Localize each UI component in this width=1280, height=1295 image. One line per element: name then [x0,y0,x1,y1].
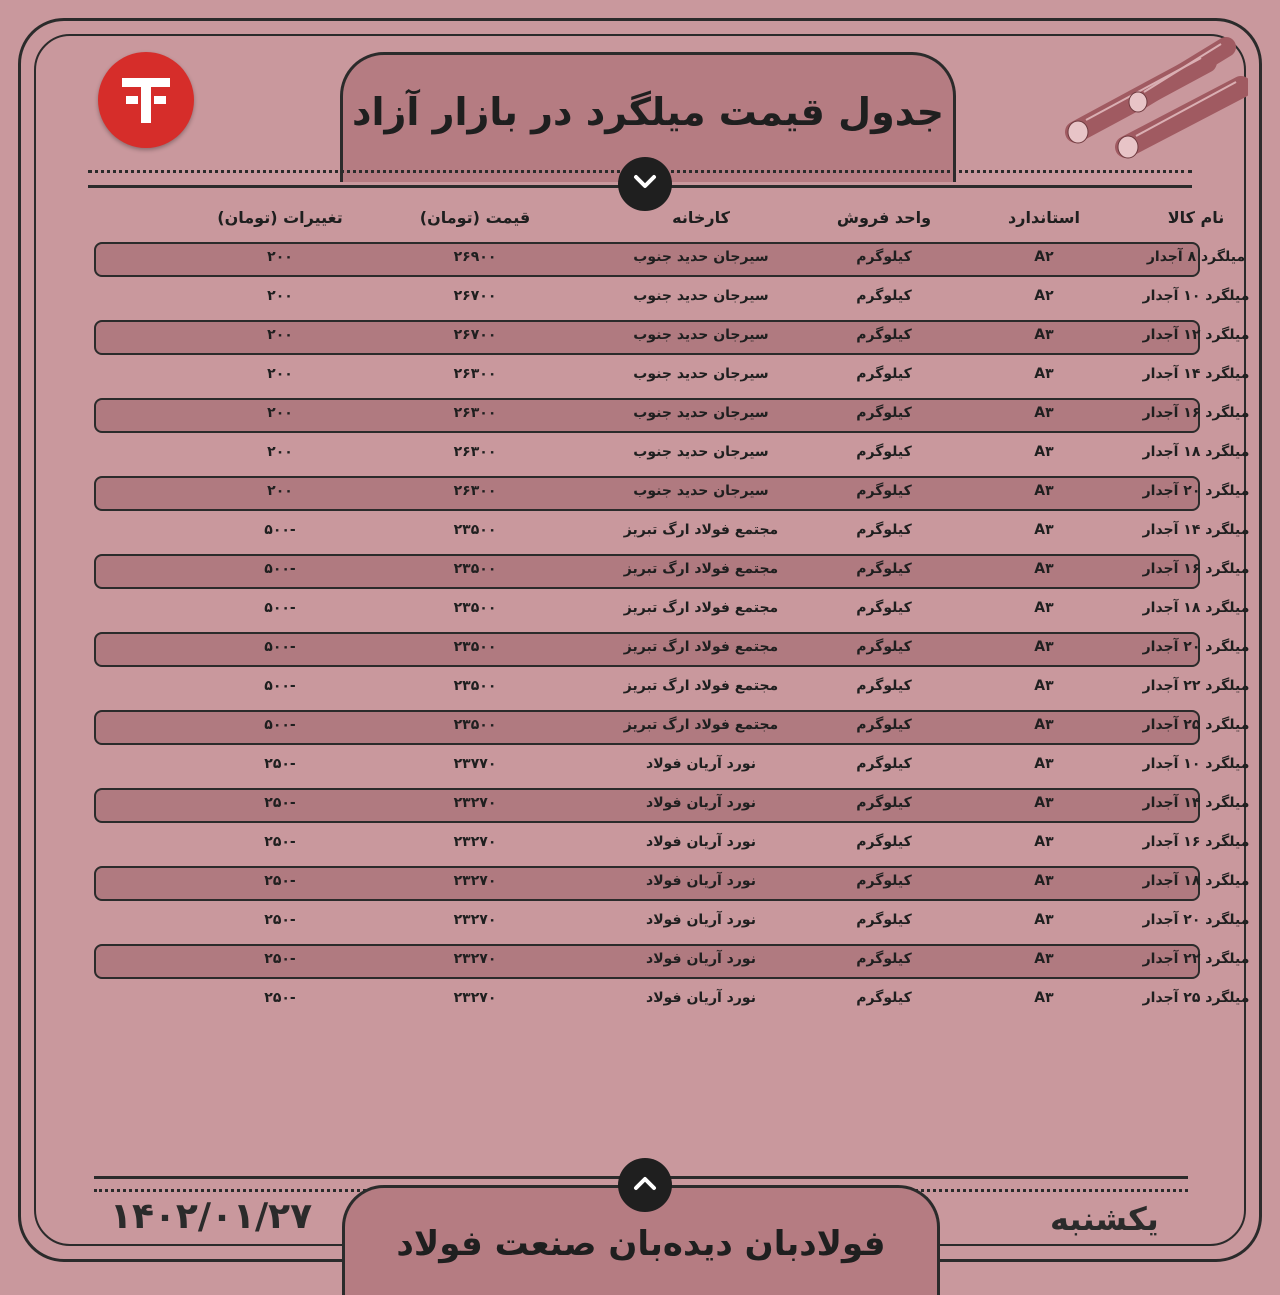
cell-price: ۲۳۵۰۰ [453,561,497,577]
cell-price: ۲۳۲۷۰ [453,873,497,889]
cell-price: ۲۶۷۰۰ [453,288,497,304]
cell-standard: A۳ [1034,522,1054,538]
cell-unit: کیلوگرم [856,444,912,460]
table-row [94,981,1250,1020]
cell-factory: نورد آریان فولاد [646,912,756,928]
cell-change: -۵۰۰ [264,717,296,733]
column-header-name: نام کالا [1167,208,1225,227]
cell-standard: A۳ [1034,561,1054,577]
cell-change: ۲۰۰ [267,327,293,343]
cell-standard: A۳ [1034,756,1054,772]
table-row [94,396,1250,435]
cell-unit: کیلوگرم [856,756,912,772]
cell-factory: نورد آریان فولاد [646,795,756,811]
price-table [94,200,1250,1020]
cell-price: ۲۳۲۷۰ [453,990,497,1006]
cell-factory: نورد آریان فولاد [646,756,756,772]
table-header [94,200,1225,240]
table-body [94,240,1250,1020]
cell-unit: کیلوگرم [856,288,912,304]
cell-unit: کیلوگرم [856,834,912,850]
table-row [94,942,1250,981]
steel-rebar-icon [1056,32,1248,162]
table-row [94,318,1250,357]
cell-change: -۵۰۰ [264,600,296,616]
cell-factory: سیرجان حدید جنوب [633,405,769,421]
cell-change: -۲۵۰ [264,834,296,850]
cell-standard: A۳ [1034,639,1054,655]
column-header-standard: استاندارد [1008,208,1080,227]
cell-factory: سیرجان حدید جنوب [633,444,769,460]
cell-name: میلگرد ۱۸ آجدار [1142,873,1250,889]
cell-standard: A۳ [1034,951,1054,967]
cell-factory: سیرجان حدید جنوب [633,483,769,499]
cell-name: میلگرد ۲۰ آجدار [1142,483,1250,499]
cell-standard: A۳ [1034,327,1054,343]
cell-name: میلگرد ۲۲ آجدار [1142,678,1250,694]
cell-unit: کیلوگرم [856,678,912,694]
table-row [94,825,1250,864]
cell-price: ۲۳۵۰۰ [453,678,497,694]
column-header-unit: واحد فروش [836,208,932,227]
cell-unit: کیلوگرم [856,561,912,577]
cell-change: ۲۰۰ [267,288,293,304]
brand-logo-icon [98,52,194,148]
cell-name: میلگرد ۱۸ آجدار [1142,600,1250,616]
cell-unit: کیلوگرم [856,366,912,382]
table-row [94,786,1250,825]
table-row [94,591,1250,630]
cell-factory: مجتمع فولاد ارگ تبریز [623,639,779,655]
table-row [94,630,1250,669]
cell-factory: نورد آریان فولاد [646,990,756,1006]
cell-price: ۲۳۲۷۰ [453,912,497,928]
footer-brand-text: فولادبان دیده‌بان صنعت فولاد [396,1224,886,1264]
cell-unit: کیلوگرم [856,249,912,265]
cell-name: میلگرد ۲۲ آجدار [1142,951,1250,967]
cell-factory: مجتمع فولاد ارگ تبریز [623,600,779,616]
cell-name: میلگرد ۱۴ آجدار [1142,366,1250,382]
cell-factory: سیرجان حدید جنوب [633,249,769,265]
cell-price: ۲۳۲۷۰ [453,834,497,850]
cell-factory: مجتمع فولاد ارگ تبریز [623,717,779,733]
cell-price: ۲۶۹۰۰ [453,249,497,265]
cell-name: میلگرد ۱۸ آجدار [1142,444,1250,460]
cell-price: ۲۳۵۰۰ [453,600,497,616]
cell-unit: کیلوگرم [856,717,912,733]
weekday-label: یکشنبه [1050,1200,1159,1238]
cell-change: -۲۵۰ [264,951,296,967]
cell-name: میلگرد ۸ آجدار [1146,249,1246,265]
cell-change: -۵۰۰ [264,522,296,538]
cell-standard: A۳ [1034,600,1054,616]
cell-price: ۲۳۷۷۰ [453,756,497,772]
table-row [94,552,1250,591]
cell-change: -۲۵۰ [264,795,296,811]
cell-standard: A۳ [1034,717,1054,733]
table-row [94,357,1250,396]
cell-change: -۲۵۰ [264,990,296,1006]
cell-unit: کیلوگرم [856,912,912,928]
date-label: ۱۴۰۲/۰۱/۲۷ [110,1196,313,1237]
cell-factory: مجتمع فولاد ارگ تبریز [623,522,779,538]
cell-unit: کیلوگرم [856,405,912,421]
cell-standard: A۳ [1034,444,1054,460]
cell-price: ۲۳۲۷۰ [453,795,497,811]
cell-name: میلگرد ۲۵ آجدار [1142,990,1250,1006]
cell-unit: کیلوگرم [856,795,912,811]
cell-factory: نورد آریان فولاد [646,834,756,850]
cell-change: -۵۰۰ [264,678,296,694]
cell-name: میلگرد ۱۴ آجدار [1142,795,1250,811]
cell-price: ۲۶۳۰۰ [453,444,497,460]
cell-standard: A۲ [1034,249,1054,265]
cell-standard: A۳ [1034,483,1054,499]
cell-unit: کیلوگرم [856,990,912,1006]
cell-unit: کیلوگرم [856,600,912,616]
cell-factory: سیرجان حدید جنوب [633,327,769,343]
cell-factory: سیرجان حدید جنوب [633,288,769,304]
column-header-price: قیمت (تومان) [419,208,531,227]
cell-change: -۲۵۰ [264,912,296,928]
cell-change: ۲۰۰ [267,366,293,382]
footer-toggle-button[interactable] [618,1158,672,1212]
column-header-change: تغییرات (تومان) [217,208,343,227]
cell-standard: A۳ [1034,405,1054,421]
table-row [94,708,1250,747]
cell-unit: کیلوگرم [856,951,912,967]
table-row [94,435,1250,474]
table-row [94,240,1246,279]
cell-change: ۲۰۰ [267,405,293,421]
cell-change: -۲۵۰ [264,873,296,889]
cell-unit: کیلوگرم [856,327,912,343]
cell-standard: A۳ [1034,834,1054,850]
cell-name: میلگرد ۱۶ آجدار [1142,834,1250,850]
cell-name: میلگرد ۲۵ آجدار [1142,717,1250,733]
cell-price: ۲۳۵۰۰ [453,639,497,655]
cell-change: -۲۵۰ [264,756,296,772]
cell-change: -۵۰۰ [264,639,296,655]
table-row [94,474,1250,513]
chevron-up-icon [633,1175,657,1195]
cell-price: ۲۳۵۰۰ [453,522,497,538]
table-row [94,513,1250,552]
cell-factory: سیرجان حدید جنوب [633,366,769,382]
cell-standard: A۳ [1034,873,1054,889]
page-title: جدول قیمت میلگرد در بازار آزاد [351,89,945,134]
cell-unit: کیلوگرم [856,522,912,538]
cell-standard: A۳ [1034,912,1054,928]
cell-unit: کیلوگرم [856,639,912,655]
cell-name: میلگرد ۱۰ آجدار [1142,288,1250,304]
cell-change: -۵۰۰ [264,561,296,577]
table-row [94,669,1250,708]
cell-standard: A۳ [1034,366,1054,382]
cell-unit: کیلوگرم [856,873,912,889]
cell-price: ۲۳۲۷۰ [453,951,497,967]
cell-name: میلگرد ۲۰ آجدار [1142,639,1250,655]
chevron-down-icon [633,174,657,194]
cell-name: میلگرد ۱۶ آجدار [1142,405,1250,421]
column-header-factory: کارخانه [672,208,730,227]
cell-unit: کیلوگرم [856,483,912,499]
cell-standard: A۳ [1034,990,1054,1006]
cell-name: میلگرد ۲۰ آجدار [1142,912,1250,928]
cell-factory: نورد آریان فولاد [646,951,756,967]
cell-name: میلگرد ۱۴ آجدار [1142,522,1250,538]
cell-change: ۲۰۰ [267,444,293,460]
cell-name: میلگرد ۱۲ آجدار [1142,327,1250,343]
cell-factory: مجتمع فولاد ارگ تبریز [623,678,779,694]
cell-change: ۲۰۰ [267,483,293,499]
cell-name: میلگرد ۱۶ آجدار [1142,561,1250,577]
table-row [94,279,1250,318]
cell-price: ۲۶۳۰۰ [453,483,497,499]
cell-price: ۲۳۵۰۰ [453,717,497,733]
cell-standard: A۲ [1034,288,1054,304]
cell-price: ۲۶۳۰۰ [453,366,497,382]
cell-standard: A۳ [1034,795,1054,811]
table-row [94,747,1250,786]
cell-factory: نورد آریان فولاد [646,873,756,889]
table-row [94,864,1250,903]
table-row [94,903,1250,942]
cell-change: ۲۰۰ [267,249,293,265]
cell-factory: مجتمع فولاد ارگ تبریز [623,561,779,577]
cell-price: ۲۶۳۰۰ [453,405,497,421]
cell-standard: A۳ [1034,678,1054,694]
cell-name: میلگرد ۱۰ آجدار [1142,756,1250,772]
cell-price: ۲۶۷۰۰ [453,327,497,343]
